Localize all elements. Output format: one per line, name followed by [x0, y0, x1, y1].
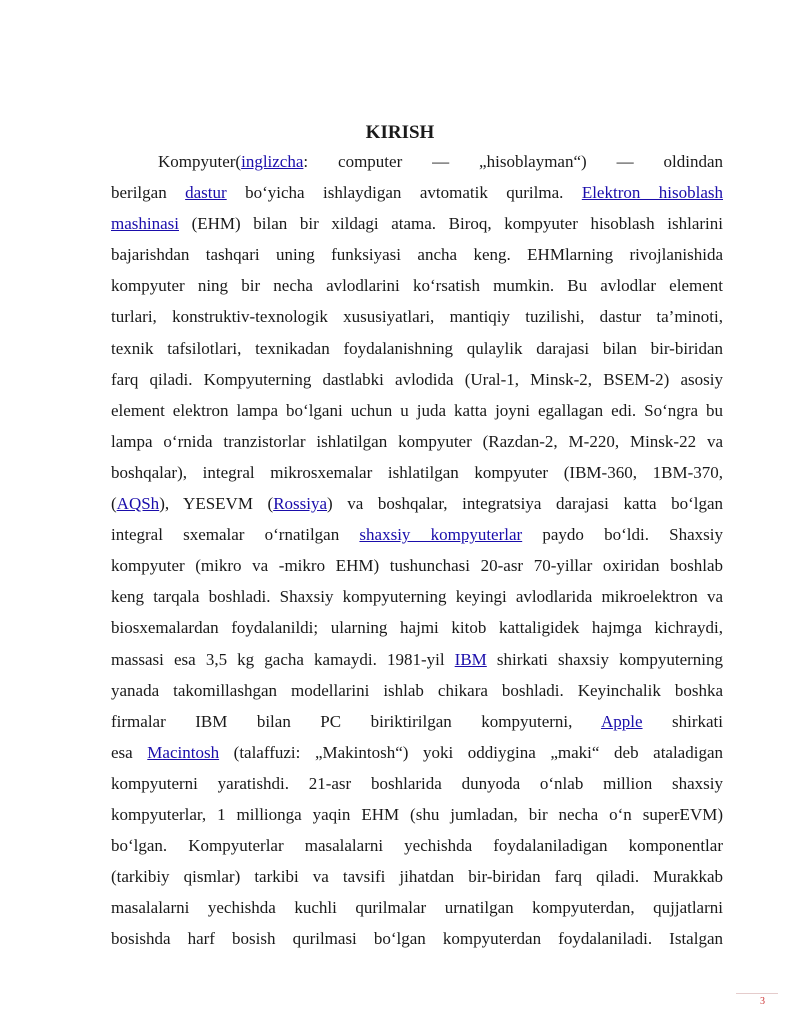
text-line: [111, 861, 723, 892]
text-line: [111, 488, 723, 519]
text-line: [111, 333, 723, 364]
text-run: element elektron lampa bo‘lgani uchun u juda katta joyni egallagan edi. So‘ngra bu: [111, 400, 723, 420]
text-line: [111, 768, 723, 799]
text-run: Kompyuter(: [158, 152, 242, 171]
hyperlink[interactable]: Apple: [600, 711, 643, 731]
hyperlink[interactable]: mashinasi: [111, 214, 179, 234]
text-line: [111, 892, 723, 923]
text-run: kompyuter ning bir necha avlodlarini ko‘rsatish mumkin. Bu avlodlar element: [111, 276, 723, 296]
text-run: texnik tafsilotlari, texnikadan foydalanishning qulaylik darajasi bilan bir-biridan: [111, 338, 723, 358]
hyperlink[interactable]: AQSh: [116, 494, 160, 514]
text-run: lampa o‘rnida tranzistorlar ishlatilgan kompyuter (Razdan-2, M-220, Minsk-22 va: [111, 431, 723, 451]
text-line: [111, 239, 723, 270]
text-run: masalalarni yechishda kuchli qurilmalar urnatilgan kompyuterdan, qujjatlarni: [111, 898, 723, 918]
text-run: : computer — „hisoblayman“) — oldindan: [303, 152, 723, 171]
text-run: (: [111, 494, 117, 514]
text-line: [111, 706, 723, 737]
text-line: [111, 364, 723, 395]
text-run: (tarkibiy qismlar) tarkibi va tavsifi jihatdan bir-biridan farq qiladi. Murakkab: [111, 867, 723, 887]
text-line: [111, 675, 723, 706]
text-run: berilgan: [111, 183, 186, 203]
page-title: KIRISH: [365, 122, 435, 143]
text-run: turlari, konstruktiv-texnologik xususiyatlari, mantiqiy tuzilishi, dastur ta’minoti,: [111, 307, 723, 327]
hyperlink[interactable]: Rossiya: [273, 494, 328, 514]
text-line: [111, 395, 723, 426]
text-line: [111, 830, 723, 861]
text-line: [111, 208, 723, 239]
text-line: [111, 426, 723, 457]
text-run: kompyuter (mikro va -mikro EHM) tushunchasi 20-asr 70-yillar oxiridan boshlab: [111, 556, 723, 576]
text-line: [111, 799, 723, 830]
text-line: [111, 270, 723, 301]
text-line: [111, 923, 723, 954]
text-line: [111, 737, 723, 768]
hyperlink[interactable]: inglizcha: [241, 152, 304, 171]
text-line: [111, 146, 723, 177]
text-run: farq qiladi. Kompyuterning dastlabki avlodida (Ural-1, Minsk-2, BSEM-2) asosiy: [111, 369, 723, 389]
text-run: (talaffuzi: „Makintosh“) yoki oddiygina „maki“ deb ataladigan: [219, 742, 723, 762]
text-run: ), YESEVM (: [159, 494, 274, 514]
text-run: bo‘lgan. Kompyuterlar masalalarni yechishda foydalaniladigan komponentlar: [111, 836, 723, 856]
text-line: [111, 301, 723, 332]
text-run: massasi esa 3,5 kg gacha kamaydi. 1981-yil: [111, 649, 455, 669]
body-paragraph: [111, 146, 723, 954]
hyperlink[interactable]: Macintosh: [147, 742, 220, 762]
text-run: yanada takomillashgan modellarini ishlab chikara boshladi. Keyinchalik boshka: [111, 680, 723, 700]
text-run: firmalar IBM bilan PC biriktirilgan kompyuterni,: [111, 711, 601, 731]
text-line: [111, 644, 723, 675]
text-run: integral sxemalar o‘rnatilgan: [111, 525, 360, 545]
text-line: [111, 457, 723, 488]
hyperlink[interactable]: IBM: [454, 649, 487, 669]
text-line: [111, 581, 723, 612]
text-run: shirkati shaxsiy kompyuterning: [486, 649, 723, 669]
hyperlink[interactable]: Elektron hisoblash: [581, 183, 723, 203]
text-run: keng tarqala boshladi. Shaxsiy kompyuterning keyingi avlodlarida mikroelektron va: [111, 587, 723, 607]
page-number: 3: [760, 996, 765, 1007]
text-run: bosishda harf bosish qurilmasi bo‘lgan kompyuterdan foydalaniladi. Istalgan: [111, 929, 723, 949]
text-run: kompyuterlar, 1 millionga yaqin EHM (shu jumladan, bir necha o‘n superEVM): [111, 804, 723, 824]
text-run: boshqalar), integral mikrosxemalar ishlatilgan kompyuter (IBM-360, 1BM-370,: [111, 462, 723, 482]
text-run: kompyuterni yaratishdi. 21-asr boshlarida dunyoda o‘nlab million shaxsiy: [111, 773, 723, 793]
text-run: bo‘yicha ishlaydigan avtomatik qurilma.: [226, 183, 582, 203]
text-run: biosxemalardan foydalanildi; ularning hajmi kitob kattaligidek hajmga kichraydi,: [111, 618, 723, 638]
text-line: [111, 519, 723, 550]
text-run: ) va boshqalar, integratsiya darajasi katta bo‘lgan: [327, 494, 723, 514]
hyperlink[interactable]: dastur: [185, 183, 227, 203]
hyperlink[interactable]: shaxsiy kompyuterlar: [359, 525, 523, 545]
text-run: shirkati: [642, 711, 723, 731]
text-line: [111, 612, 723, 643]
text-line: [111, 177, 723, 208]
text-run: esa: [111, 742, 148, 762]
text-run: paydo bo‘ldi. Shaxsiy: [522, 525, 723, 545]
text-line: [111, 550, 723, 581]
text-run: (EHM) bilan bir xildagi atama. Biroq, kompyuter hisoblash ishlarini: [179, 214, 723, 234]
text-run: bajarishdan tashqari uning funksiyasi ancha keng. EHMlarning rivojlanishida: [111, 245, 723, 265]
page-number-rule: [736, 993, 778, 994]
